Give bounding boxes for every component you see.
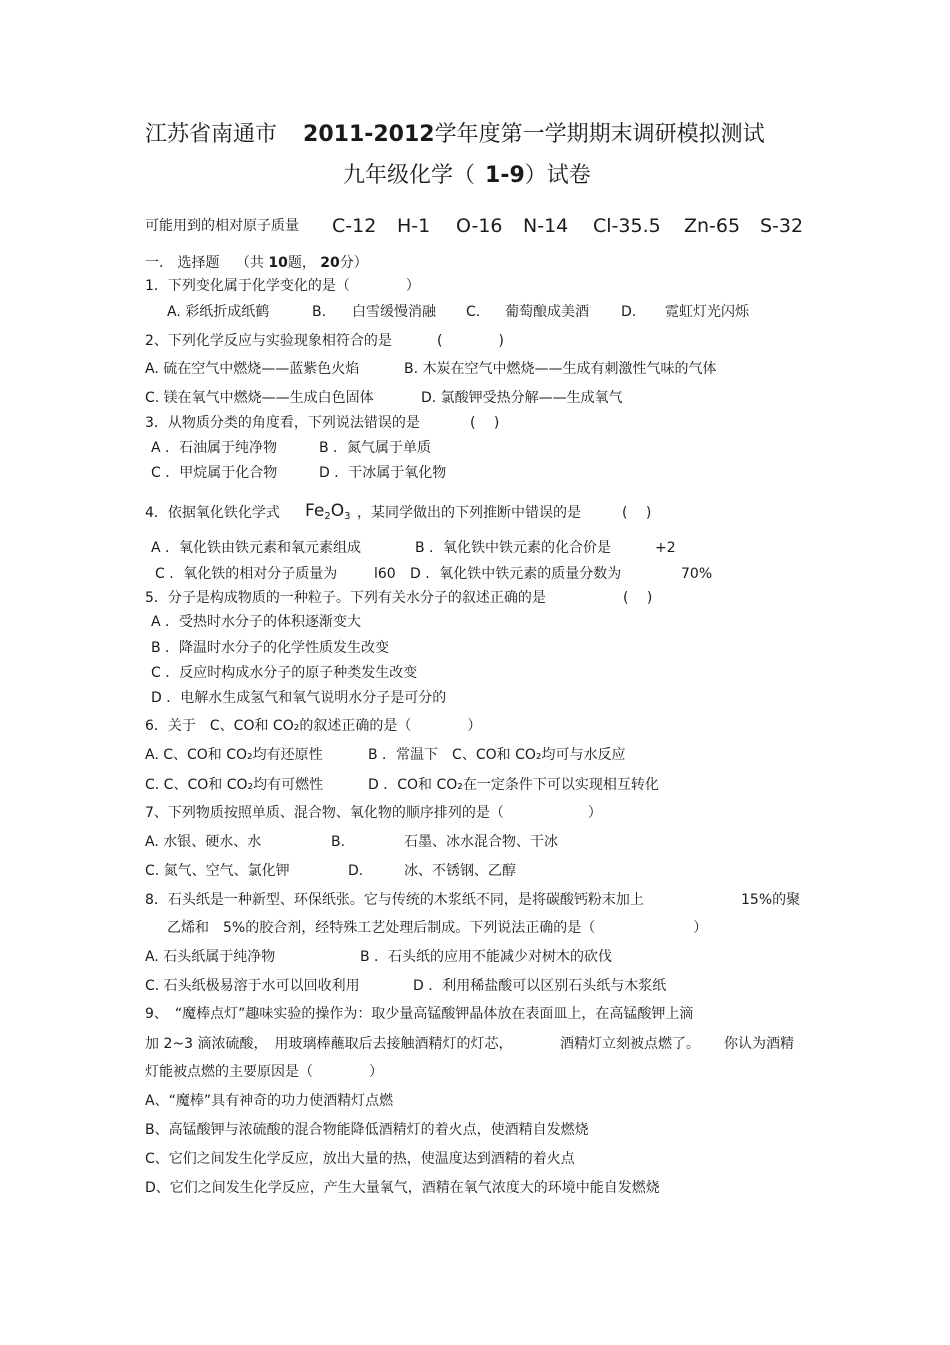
q2-option-d: D. 氯酸钾受热分解——生成氧气	[421, 390, 623, 406]
q9-stem-line3: 灯能被点燃的主要原因是（ ）	[145, 1064, 383, 1080]
q4-stem-suffix: ，某同学做出的下列推断中错误的是	[357, 505, 581, 521]
q3-stem: 3．从物质分类的角度看，下列说法错误的是	[145, 415, 420, 431]
section-detail-mid: 题，	[287, 255, 316, 271]
section-heading	[145, 254, 368, 272]
atomic-mass-c: C-12	[332, 215, 377, 237]
section-detail-close: 分）	[339, 255, 368, 271]
q6-option-c: C. C、CO和 CO₂均有可燃性	[145, 777, 324, 793]
atomic-mass-n: N-14	[523, 215, 569, 237]
q9-stem-line2a: 加 2~3 滴浓硫酸， 用玻璃棒蘸取后去接触酒精灯的灯芯，	[145, 1036, 513, 1052]
q1-option-b-letter: B.	[312, 304, 327, 320]
exam-title-line1	[145, 121, 765, 149]
q2-option-b: B. 木炭在空气中燃烧——生成有刺激性气味的气体	[404, 361, 717, 377]
q3-option-a: A ．石油属于纯净物	[151, 440, 278, 456]
q4-option-c-value: l60	[374, 566, 396, 582]
q4-formula-sub2: 3	[344, 511, 351, 522]
title2-prefix: 九年级化学（	[343, 163, 476, 188]
q5-option-b: B ．降温时水分子的化学性质发生改变	[151, 640, 390, 656]
title-region: 江苏省南通市	[145, 122, 278, 147]
q9-stem-line2b: 酒精灯立刻被点燃了。	[560, 1036, 700, 1052]
q1-option-c: 葡萄酿成美酒	[505, 304, 589, 320]
q9-option-d: D、它们之间发生化学反应，产生大量氧气，酒精在氧气浓度大的环境中能自发燃烧	[145, 1180, 660, 1196]
q7-option-a: A. 水银、硬水、水	[145, 834, 262, 850]
atomic-mass-h: H-1	[397, 215, 431, 237]
q4-option-d: D ．氧化铁中铁元素的质量分数为	[410, 566, 622, 582]
q9-option-c: C、它们之间发生化学反应，放出大量的热，使温度达到酒精的着火点	[145, 1151, 575, 1167]
q8-option-c: C. 石头纸极易溶于水可以回收利用	[145, 978, 360, 994]
title-years: 2011-2012	[303, 122, 435, 147]
q7-option-d: 冰、不锈钢、乙醇	[404, 863, 516, 879]
q4-paren: ( )	[622, 505, 652, 521]
q2-paren: ( )	[437, 333, 504, 349]
q8-stem-line2: 乙烯和 5%的胶合剂，经特殊工艺处理后制成。下列说法正确的是（ ）	[167, 920, 708, 936]
q9-stem-line2c: 你认为酒精	[724, 1036, 794, 1052]
q4-formula-fe: Fe	[305, 501, 325, 521]
title-suffix: 学年度第一学期期末调研模拟测试	[434, 122, 765, 147]
q4-formula	[305, 500, 350, 528]
section-detail-open: （共	[235, 255, 264, 271]
q1-option-c-letter: C.	[466, 304, 481, 320]
q4-option-b: B ．氧化铁中铁元素的化合价是	[415, 540, 612, 556]
q1-option-d-letter: D.	[621, 304, 637, 320]
title2-range: 1-9	[485, 163, 525, 188]
q9-stem-line1: 9、 “魔棒点灯”趣味实验的操作为：取少量高锰酸钾晶体放在表面皿上，在高锰酸钾上滴	[145, 1006, 694, 1022]
q5-stem: 5．分子是构成物质的一种粒子。下列有关水分子的叙述正确的是	[145, 590, 546, 606]
q3-paren: ( )	[470, 415, 500, 431]
q4-option-b-value: +2	[655, 540, 676, 556]
q5-option-d: D ．电解水生成氢气和氧气说明水分子是可分的	[151, 690, 447, 706]
atomic-mass-cl: Cl-35.5	[593, 215, 661, 237]
q9-option-a: A、“魔棒”具有神奇的功力使酒精灯点燃	[145, 1093, 394, 1109]
atomic-mass-o: O-16	[456, 215, 503, 237]
section-number: 一．	[145, 255, 173, 271]
q4-option-c: C ．氧化铁的相对分子质量为	[155, 566, 338, 582]
q6-option-d: D ．CO和 CO₂在一定条件下可以实现相互转化	[368, 777, 659, 793]
q2-option-c: C. 镁在氧气中燃烧——生成白色固体	[145, 390, 374, 406]
title2-suffix: ）试卷	[524, 163, 591, 188]
q1-option-d: 霓虹灯光闪烁	[665, 304, 749, 320]
q3-option-d: D ．干冰属于氧化物	[319, 465, 447, 481]
atomic-mass-zn: Zn-65	[684, 215, 741, 237]
q2-option-a: A. 硫在空气中燃烧——蓝紫色火焰	[145, 361, 360, 377]
q3-option-b: B ．氮气属于单质	[319, 440, 432, 456]
q4-formula-o: O	[330, 501, 345, 521]
q6-stem: 6．关于 C、CO和 CO₂的叙述正确的是（ ）	[145, 718, 482, 734]
q8-option-d: D ．利用稀盐酸可以区别石头纸与木浆纸	[413, 978, 667, 994]
q8-option-b: B ．石头纸的应用不能减少对树木的砍伐	[360, 949, 613, 965]
q7-option-b: 石墨、冰水混合物、干冰	[404, 834, 558, 850]
q4-option-d-value: 70%	[681, 566, 713, 582]
q3-option-c: C ．甲烷属于化合物	[151, 465, 278, 481]
q5-option-a: A ．受热时水分子的体积逐渐变大	[151, 614, 362, 630]
q1-stem: 1．下列变化属于化学变化的是（ ）	[145, 278, 420, 294]
q2-stem: 2、下列化学反应与实验现象相符合的是	[145, 333, 392, 349]
q7-option-d-letter: D.	[348, 863, 364, 879]
q7-stem: 7、下列物质按照单质、混合物、氧化物的顺序排列的是（ ）	[145, 805, 602, 821]
q1-option-a: A. 彩纸折成纸鹤	[167, 304, 270, 320]
q7-option-b-letter: B.	[331, 834, 346, 850]
atomic-mass-label: 可能用到的相对原子质量	[145, 218, 299, 234]
q4-formula-sub1: 2	[324, 511, 331, 522]
q1-option-b: 白雪缓慢消融	[352, 304, 436, 320]
q7-option-c: C. 氮气、空气、氯化钾	[145, 863, 290, 879]
q8-stem-line1: 8．石头纸是一种新型、环保纸张。它与传统的木浆纸不同，是将碳酸钙粉末加上	[145, 892, 644, 908]
section-count: 10	[268, 255, 288, 271]
q4-option-a: A ．氧化铁由铁元素和氧元素组成	[151, 540, 362, 556]
q9-option-b: B、高锰酸钾与浓硫酸的混合物能降低酒精灯的着火点，使酒精自发燃烧	[145, 1122, 589, 1138]
exam-title-line2	[343, 162, 591, 190]
section-name: 选择题	[177, 255, 220, 271]
q4-stem-prefix: 4．依据氧化铁化学式	[145, 505, 280, 521]
q6-option-b: B ．常温下 C、CO和 CO₂均可与水反应	[368, 747, 626, 763]
atomic-mass-s: S-32	[760, 215, 804, 237]
q5-paren: ( )	[623, 590, 653, 606]
q8-stem-line1-end: 15%的聚	[741, 892, 801, 908]
q8-option-a: A. 石头纸属于纯净物	[145, 949, 276, 965]
q6-option-a: A. C、CO和 CO₂均有还原性	[145, 747, 323, 763]
section-score: 20	[320, 255, 340, 271]
q5-option-c: C ．反应时构成水分子的原子种类发生改变	[151, 665, 418, 681]
